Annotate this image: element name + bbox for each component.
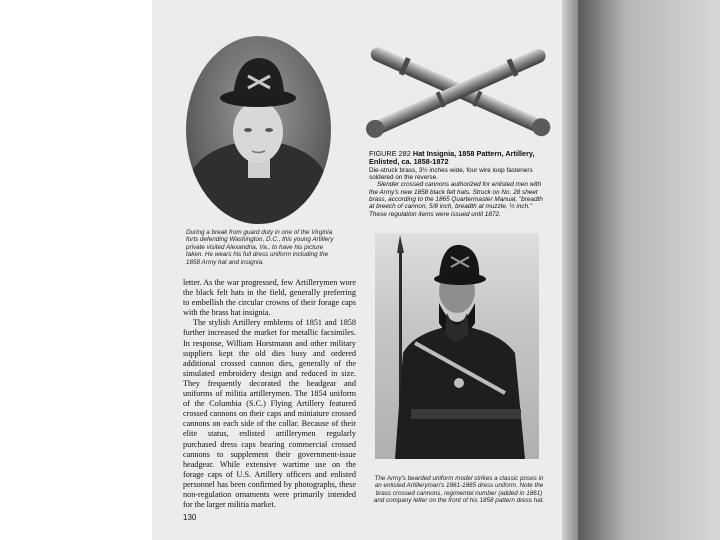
scan-margin	[0, 0, 152, 540]
page-number: 130	[183, 513, 197, 522]
book-spine-shadow	[562, 0, 578, 540]
artilleryman-caption: The Army's bearded uniform model strikes a classic poses in an enlisted Artilleryman's 1861-1865 dress uniform. Note the brass crossed cannons, regimental number (added in 1861) and company letter on the front of his 1858 pattern dress hat.	[373, 475, 545, 505]
figure-title-line	[369, 150, 545, 167]
figure-label: FIGURE 282	[369, 149, 411, 158]
crossed-cannons-insignia-image	[357, 36, 563, 146]
portrait-caption: During a break from guard duty in one of the Virginia forts defending Washington, D.C., this young Artillery private visited Alexandria, Va., to have his picture taken. He wears his full dress uniform including the 1858 Army hat and insignia.	[186, 229, 334, 266]
facing-page-edge	[578, 0, 720, 540]
figure-description: Die-struck brass, 3½ inches wide, four wire loop fasteners soldered on the reverse.	[369, 166, 533, 182]
figure-caption	[369, 150, 545, 218]
bearded-artilleryman-photo	[375, 233, 539, 459]
body-paragraph-1: letter. As the war progressed, few Artillerymen wore the black felt hats in the field, generally preferring to embellish the circular crowns of their forage caps with the brass hat insignia.	[183, 278, 356, 318]
portrait-young-private-photo	[186, 36, 331, 224]
body-text	[183, 278, 356, 510]
figure-note: Slender crossed cannons authorized for enlisted men with the Army's new 1858 black felt hats. Struck on No. 28 sheet brass, according to the 1865 Quartermaster Manual, "breadth at breech of cannon, 5/8 inch, breadth at muzzle, ½ inch." These regulation items were issued until 1872.	[369, 181, 543, 218]
figure-title: Hat Insignia, 1858 Pattern, Artillery, Enlisted, ca. 1858-1872	[369, 149, 535, 167]
body-paragraph-2: The stylish Artillery emblems of 1851 and 1858 further increased the market for metallic facsimiles. In response, William Horstmann and other military suppliers kept the old dies busy and ordered additional crossed cannon dies, generally of the simulated embroidery design and reduced in size. They frequently decorated the headgear and uniforms of militia artillerymen. The 1854 uniform of the Columbia (S.C.) Flying Artillery featured crossed cannons on their caps and miniature crossed cannons on each side of the collar. Because of their elite status, enlisted artillerymen regularly purchased dress caps bearing commercial crossed cannons to supplement their government-issue headgear. While extensive wartime use on the forage caps of U.S. Artillery officers and enlisted personnel has been confirmed by photographs, these non-regulation ornaments were primarily intended for the larger militia market.	[183, 318, 356, 510]
